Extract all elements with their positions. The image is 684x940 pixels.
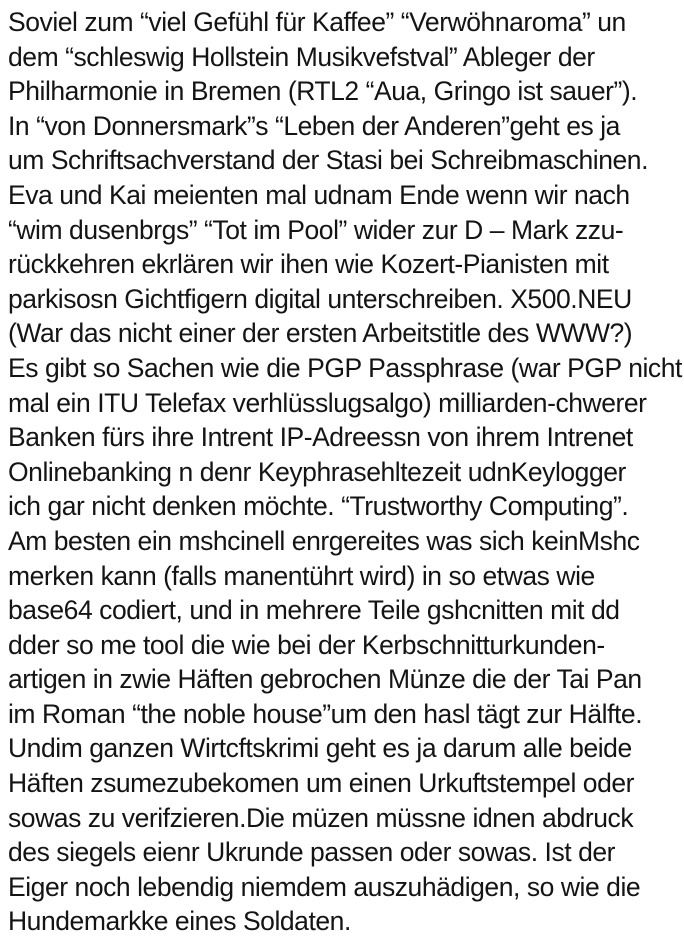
text-line: im Roman “the noble house”um den hasl tägt zur Hälfte. [8, 698, 643, 729]
text-line: In “von Donnersmark”s “Leben der Anderen”geht es ja [8, 110, 620, 141]
text-line: Am besten ein mshcinell enrgereites was sich keinMshc [8, 525, 640, 556]
text-line: rückkehren ekrlären wir ihen wie Kozert-Pianisten mit [8, 249, 609, 280]
text-line: um Schriftsachverstand der Stasi bei Schreibmaschinen. [8, 145, 648, 176]
text-line: Banken fürs ihre Intrent IP-Adreessn von ihrem Intrenet [8, 422, 633, 453]
text-line: Hundemarkke eines Soldaten. [8, 906, 351, 937]
text-line: artigen in zwie Häften gebrochen Münze die der Tai Pan [8, 664, 642, 695]
text-line: ich gar nicht denken möchte. “Trustworthy Computing”. [8, 491, 629, 522]
text-line: Philharmonie in Bremen (RTL2 “Aua, Gringo ist sauer”). [8, 76, 638, 107]
text-line: merken kann (falls manentührt wird) in so etwas wie [8, 560, 595, 591]
text-line: Eiger noch lebendig niemdem auszuhädigen, so wie die [8, 871, 641, 902]
text-line: dem “schleswig Hollstein Musikvefstval” Ableger der [8, 41, 595, 72]
text-line: mal ein ITU Telefax verhlüsslugsalgo) milliarden-chwerer [8, 387, 647, 418]
text-line: Häften zsumezubekomen um einen Urkuftstempel oder [8, 768, 635, 799]
text-line: base64 codiert, und in mehrere Teile gshcnitten mit dd [8, 595, 620, 626]
text-line: Es gibt so Sachen wie die PGP Passphrase (war PGP nicht [8, 352, 682, 383]
text-line: Undim ganzen Wirtcftskrimi geht es ja darum alle beide [8, 733, 632, 764]
paragraph-text [8, 5, 680, 939]
text-line: dder so me tool die wie bei der Kerbschnitturkunden- [8, 629, 605, 660]
text-line: “wim dusenbrgs” “Tot im Pool” wider zur D – Mark zzu- [8, 214, 624, 245]
text-line: Eva und Kai meienten mal udnam Ende wenn wir nach [8, 179, 630, 210]
text-line: parkisosn Gichtfigern digital unterschreiben. X500.NEU [8, 283, 632, 314]
text-line: Soviel zum “viel Gefühl für Kaffee” “Verwöhnaroma” un [8, 7, 626, 37]
text-line: sowas zu verifzieren.Die müzen müssne idnen abdruck [8, 802, 634, 833]
text-line: Onlinebanking n denr Keyphrasehltezeit udnKeylogger [8, 456, 626, 487]
text-line: des siegels eienr Ukrunde passen oder sowas. Ist der [8, 837, 616, 868]
text-line: (War das nicht einer der ersten Arbeitstitle des WWW?) [8, 318, 633, 349]
